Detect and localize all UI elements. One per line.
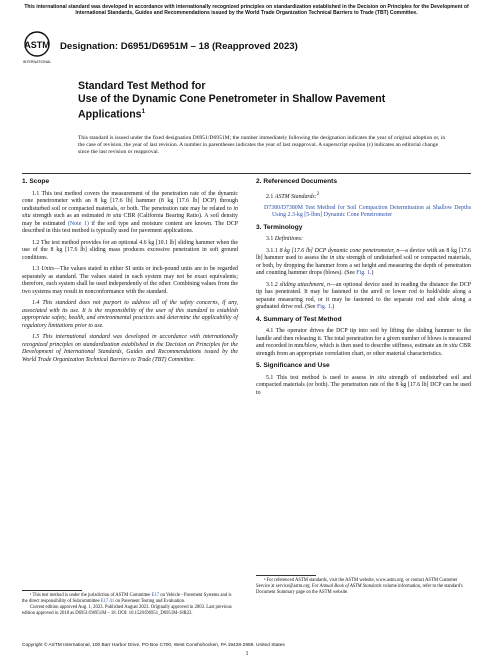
footnote-1: ¹ This test method is under the jurisdiction of ASTM Committee E17 on Vehicle - Pavement Systems and is the direct responsibility of Subcommittee E17.41 on Pavement Testing and Evaluation. Current edition approved Aug. 1, 2023. Published August 2023. Originally approved in 2003. Last previous edition approved in 2018 as D6951/D6951M – 18. DOI: 10.1520/D6951_D6951M-18R23. bbox=[22, 593, 232, 616]
page-number: 1 bbox=[245, 651, 249, 657]
para-3-1-2: 3.1.2 sliding attachment, n—an optional device used in reading the distance the DCP tip has penetrated. It may be fastened to the anvil or lower rod to hold/slide along a separate measuring rod, or it may be fastened to the separate rod and slide along a graduated drive rod. (See Fig. 1.) bbox=[256, 281, 471, 311]
para-1-5: 1.5 This international standard was developed in accordance with internationally recognized principles on standardization established in the Decision on Principles for the Development of International Standards, Guides and Recommendations issued by the World Trade Organization Technical Barriers to Trade (TBT) Committee. bbox=[22, 334, 238, 363]
referenced-documents-heading: 2. Referenced Documents bbox=[256, 178, 337, 185]
page-title: Use of the Dynamic Cone Penetrometer in Shallow Pavement Applications$^1$ bbox=[78, 93, 386, 121]
copyright-line: Copyright © ASTM International, 100 Barr Harbor Drive, PO Box C700, West Conshohocken, PA 19428-2959. United States bbox=[22, 643, 285, 648]
standard-type: Standard Test Method for bbox=[78, 80, 206, 92]
note-1-link[interactable]: (Note 1) bbox=[67, 220, 89, 227]
subcommittee-link[interactable]: E17.41 bbox=[100, 598, 115, 604]
terminology-heading: 3. Terminology bbox=[256, 223, 303, 231]
para-2-1: 2.1 ASTM Standards:$^2$ bbox=[266, 191, 320, 200]
ref-d7380-link[interactable]: D7380/D7380M bbox=[264, 204, 303, 211]
left-column bbox=[22, 178, 238, 368]
fig-1-link[interactable]: Fig. 1 bbox=[317, 304, 331, 311]
para-5-1: 5.1 This test method is used to assess in situ strength of undisturbed soil and compacted materials (or both). The penetration rate of the 8 kg [17.6 lb] DCP can be used to bbox=[256, 374, 471, 396]
summary-heading: 4. Summary of Test Method bbox=[256, 315, 342, 323]
para-3-1-1: 3.1.1 8 kg [17.6 lb] DCP dynamic cone penetrometer, n—a device with an 8 kg [17.6 lb] hammer used to assess the in situ strength of undisturbed soil or compacted materials, or both, by dropping the hammer from a set height and measuring the depth of penetration and counting hammer drops (blows). (See Fig. 1.) bbox=[256, 247, 472, 277]
divider bbox=[22, 173, 471, 174]
para-1-3: 1.3 Units—The values stated in either SI units or inch-pound units are to be regarded separately as standard. The values stated in each system may not be exact equivalents; therefore, each system shall be used independently of the other. Combining values from the two systems may result in nonconformance with the standard. bbox=[22, 266, 239, 295]
tbt-notice: This international standard was developed in accordance with internationally recognized principles on standardization established in the Decision on Principles for the Development of International Standards, Guides and Recommendations issued by the World Trade Organization Technical Barriers to Trade (TBT) Committee. bbox=[24, 4, 469, 17]
right-column bbox=[256, 178, 471, 401]
committee-e17-link[interactable]: E17 bbox=[151, 593, 160, 598]
scope-heading: 1. Scope bbox=[22, 178, 50, 185]
para-3-1: 3.1 Definitions: bbox=[266, 236, 303, 243]
intro-paragraph: This standard is issued under the fixed designation D6951/D6951M; the number immediately following the designation indicates the year of original adoption or, in the case of revision, the year of last revision. A number in parentheses indicates the year of last reapproval. A superscript epsilon (ε) indicates an editorial change since the last revision or reapproval. bbox=[78, 135, 446, 155]
para-1-1: 1.1 This test method covers the measurement of the penetration rate of the dynamic cone penetrometer with an 8 kg [17.6 lb] hammer (8 kg [17.6 lb] DCP) through undisturbed soil or compacted materials, or both. The penetration rate may be related to in situ strength such as an estimated in situ CBR (California Bearing Ratio). A soil density may be estimated (Note 1) if the soil type and moisture content are known. The DCP described in this test method is typically used for pavement applications. bbox=[22, 190, 238, 234]
footnote-divider bbox=[22, 590, 82, 591]
fig-1-link[interactable]: Fig. 1 bbox=[356, 270, 371, 277]
svg-text:INTERNATIONAL: INTERNATIONAL bbox=[22, 60, 52, 64]
reference-item: D7380/D7380M Test Method for Soil Compaction Determination at Shallow Depths Using 2.3-kg [5-lbm] Dynamic Cone Penetrometer bbox=[264, 204, 471, 219]
astm-logo-icon bbox=[22, 30, 52, 66]
svg-text:ASTM: ASTM bbox=[24, 40, 50, 50]
designation: Designation: D6951/D6951M – 18 (Reapproved 2023) bbox=[60, 41, 298, 52]
significance-heading: 5. Significance and Use bbox=[256, 362, 330, 370]
para-1-2: 1.2 The test method provides for an optional 4.6 kg [10.1 lb] sliding hammer when the use of the 8 kg [17.6 lb] sliding mass produces excessive penetration in soft ground conditions. bbox=[22, 239, 238, 261]
para-4-1: 4.1 The operator drives the DCP tip into soil by lifting the sliding hammer to the handle and then releasing it. The total penetration for a given number of blows is measured and recorded in mm/blow, which is then used to describe stiffness, estimate an in situ CBR strength from an appropriate correlation chart, or other material characteristics. bbox=[256, 328, 471, 357]
footnote-2: ² For referenced ASTM standards, visit the ASTM website, www.astm.org, or contact ASTM Customer Service at service@astm.org. For Annual Book of ASTM Standards volume information, refer to the standard's Document Summary page on the ASTM website. bbox=[256, 578, 463, 595]
para-1-4: 1.4 This standard does not purport to address all of the safety concerns, if any, associated with its use. It is the responsibility of the user of this standard to establish appropriate safety, health, and environmental practices and determine the applicability of regulatory limitations prior to use. bbox=[22, 300, 238, 329]
footnote-divider bbox=[256, 575, 316, 576]
